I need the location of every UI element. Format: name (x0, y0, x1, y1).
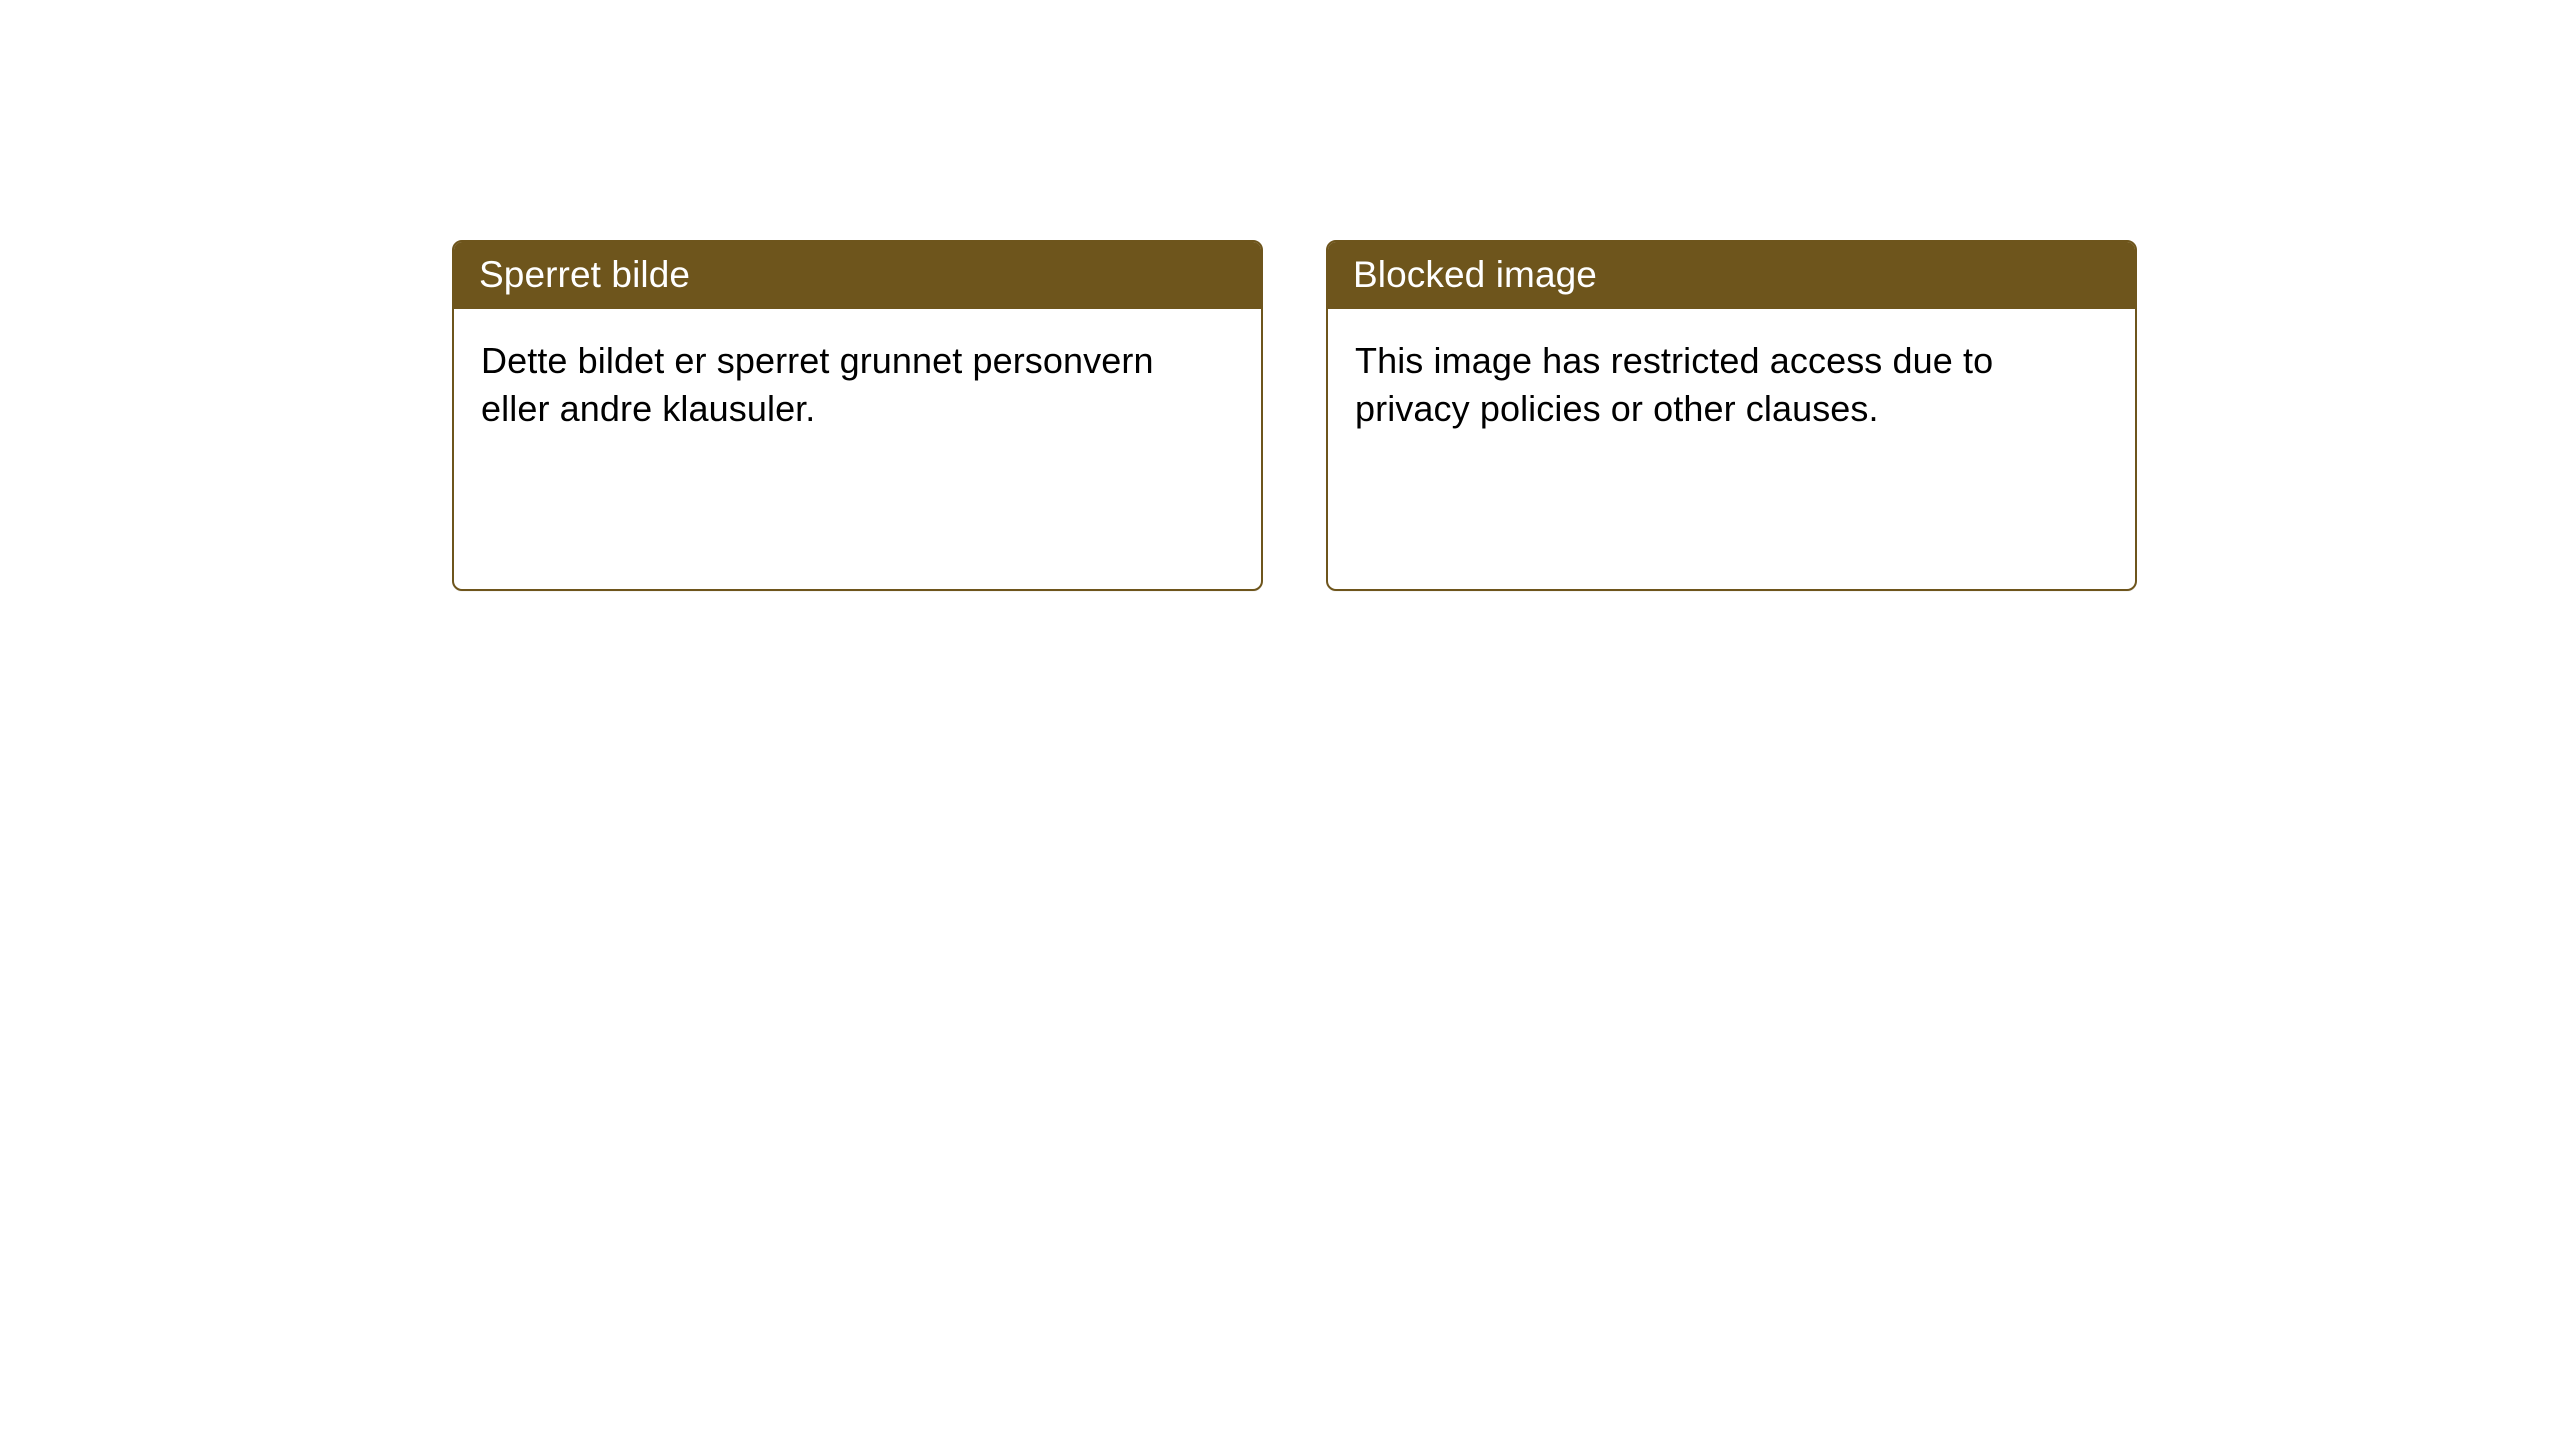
notice-body-no (454, 309, 1261, 432)
notice-body-en (1328, 309, 2135, 432)
notice-message-en: This image has restricted access due to privacy policies or other clauses. (1355, 340, 1994, 429)
notice-title-no: Sperret bilde (454, 242, 1261, 309)
notice-message-no: Dette bildet er sperret grunnet personvern eller andre klausuler. (481, 340, 1154, 429)
blocked-image-notice-en (1326, 240, 2137, 591)
notice-title-en: Blocked image (1328, 242, 2135, 309)
notice-card-group (452, 240, 2137, 591)
blocked-image-notice-no (452, 240, 1263, 591)
